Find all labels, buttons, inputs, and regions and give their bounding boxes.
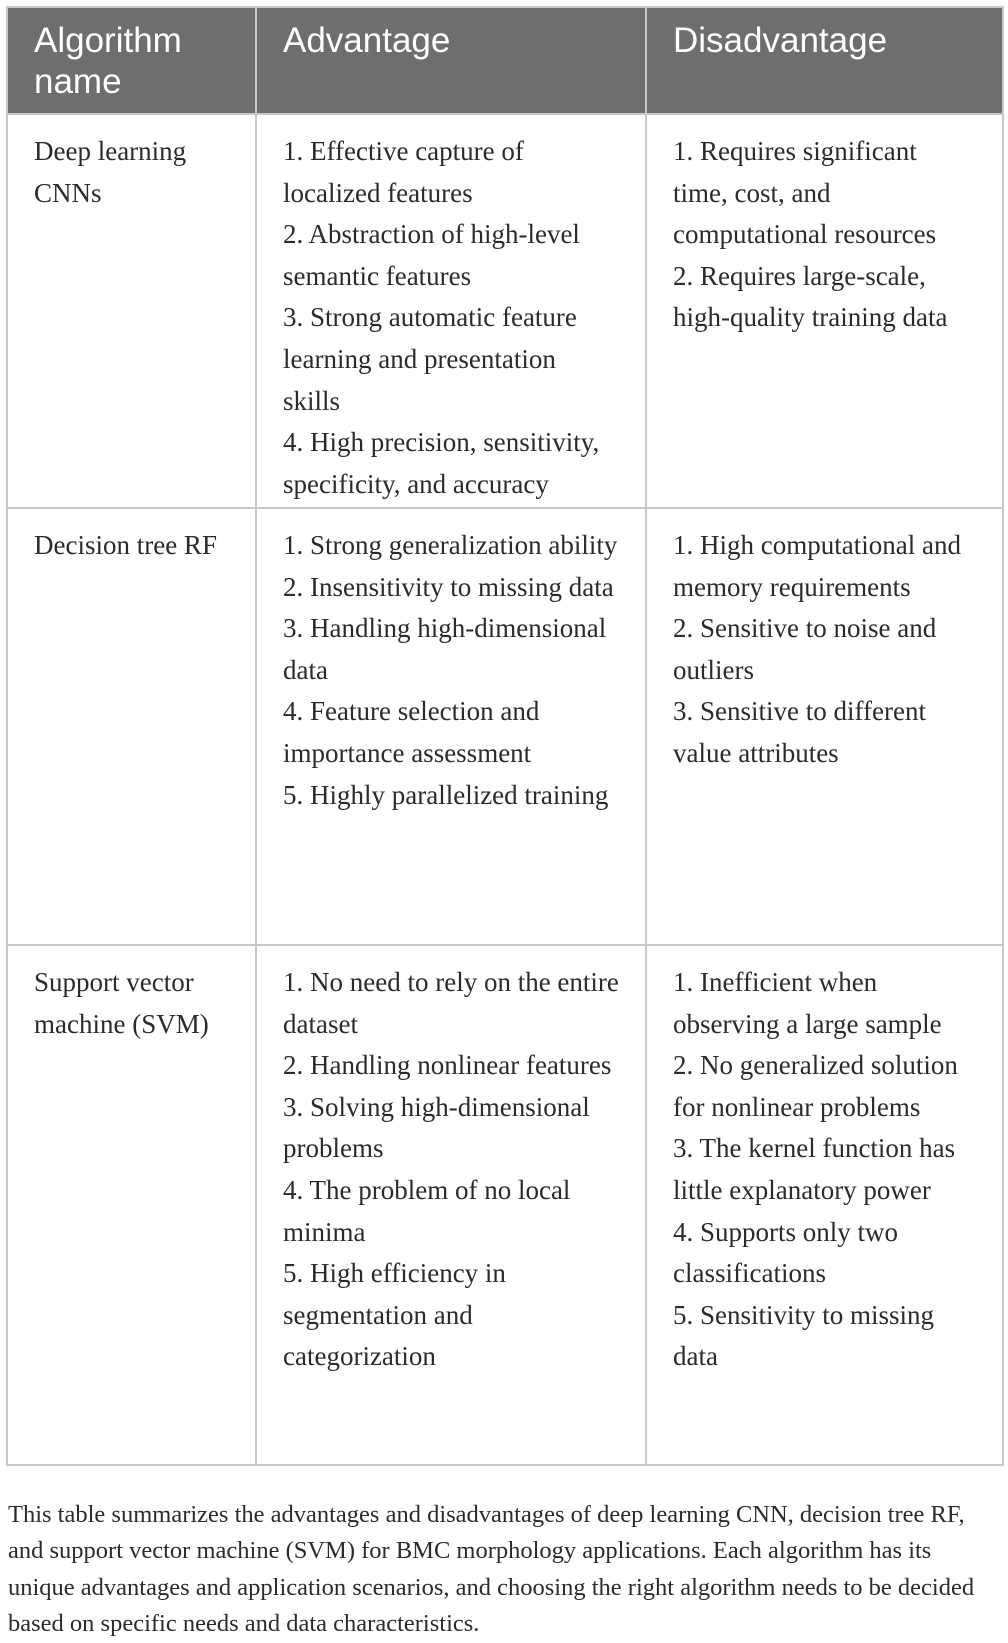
disadvantages-cell <box>646 508 1003 945</box>
advantage-item: 4. The problem of no local minima <box>283 1174 571 1247</box>
disadvantages-cell <box>646 945 1003 1465</box>
algorithm-name-cell <box>7 114 256 508</box>
advantage-item: 4. High precision, sensitivity, specificity, and accuracy <box>283 427 600 499</box>
advantage-item: 4. Feature selection and importance assessment <box>283 696 540 768</box>
algorithm-comparison-table <box>6 6 1004 1466</box>
advantages-cell <box>256 945 646 1465</box>
disadvantage-item: 3. The kernel function has little explanatory power <box>673 1133 956 1205</box>
advantage-item: 3. Solving high-dimensional problems <box>283 1091 590 1164</box>
advantage-item: 2. Abstraction of high-level semantic features <box>283 219 580 291</box>
advantage-item: 2. Handling nonlinear features <box>283 1050 612 1081</box>
algorithm-name: Decision tree RF <box>34 530 217 560</box>
advantage-item: 3. Handling high-dimensional data <box>283 613 607 685</box>
advantages-cell <box>256 114 646 508</box>
header-algorithm-name: Algorithm name <box>7 7 256 114</box>
disadvantage-item: 2. Requires large-scale, high-quality training data <box>673 260 948 333</box>
advantage-item: 5. High efficiency in segmentation and categorization <box>283 1258 506 1372</box>
advantage-item: 1. Effective capture of localized features <box>283 136 524 208</box>
disadvantage-item: 2. Sensitive to noise and outliers <box>673 613 937 685</box>
disadvantage-item: 1. Inefficient when observing a large sample <box>673 967 942 1039</box>
disadvantage-item: 1. Requires significant time, cost, and computational resources <box>673 136 937 250</box>
disadvantage-item: 5. Sensitivity to missing data <box>673 1299 935 1372</box>
table-row <box>7 508 1003 945</box>
advantage-item: 1. Strong generalization ability <box>283 530 618 560</box>
algorithm-name-cell <box>7 508 256 945</box>
algorithm-name-cell <box>7 945 256 1465</box>
table-header-row <box>7 7 1003 114</box>
advantage-item: 1. No need to rely on the entire dataset <box>283 967 619 1039</box>
disadvantage-item: 4. Supports only two classifications <box>673 1216 899 1289</box>
algorithm-name: Deep learning CNNs <box>34 136 187 208</box>
disadvantages-cell <box>646 114 1003 508</box>
disadvantage-item: 3. Sensitive to different value attributes <box>673 696 926 768</box>
advantages-cell <box>256 508 646 945</box>
comparison-table-container <box>6 6 1002 1466</box>
table-row <box>7 945 1003 1465</box>
header-disadvantage: Disadvantage <box>646 7 1003 114</box>
advantage-item: 5. Highly parallelized training <box>283 779 609 810</box>
advantage-item: 3. Strong automatic feature learning and presentation skills <box>283 302 577 416</box>
table-caption: This table summarizes the advantages and disadvantages of deep learning CNN, decision tree RF, and support vector machine (SVM) for BMC morphology applications. Each algorithm has its unique advantages and application scenarios, and choosing the right algorithm needs to be decided based on specific needs and data characteristics. <box>8 1500 975 1637</box>
disadvantage-item: 2. No generalized solution for nonlinear problems <box>673 1050 958 1122</box>
advantage-item: 2. Insensitivity to missing data <box>283 571 614 602</box>
header-advantage: Advantage <box>256 7 646 114</box>
table-row <box>7 114 1003 508</box>
algorithm-name: Support vector machine (SVM) <box>34 967 209 1039</box>
disadvantage-item: 1. High computational and memory requirements <box>673 530 961 602</box>
